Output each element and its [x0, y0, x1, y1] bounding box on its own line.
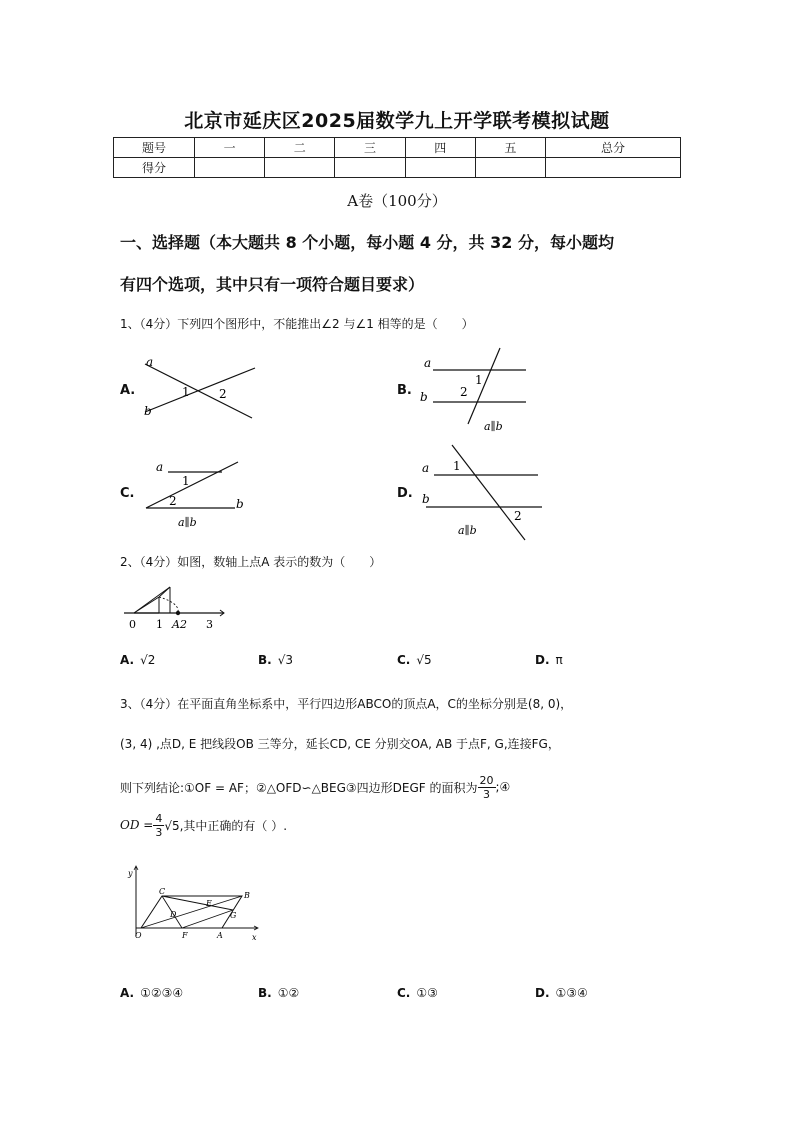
- q2-choice-b[interactable]: [258, 653, 293, 667]
- q1-figure-c: [140, 456, 260, 531]
- q3-fraction-od: [153, 812, 164, 839]
- fraction-denominator: 3: [483, 787, 491, 801]
- q1-figure-b: [418, 346, 553, 436]
- label-b: b: [236, 497, 244, 511]
- axis-label: 0: [129, 618, 136, 631]
- label-1: 1: [182, 385, 190, 399]
- label-x: x: [252, 933, 257, 942]
- choice-letter: C.: [397, 653, 411, 667]
- score-header-cell: 一: [195, 138, 265, 158]
- q3-choice-d[interactable]: [535, 986, 588, 1000]
- choice-letter: C.: [397, 986, 411, 1000]
- label-b: b: [422, 492, 430, 506]
- score-cell[interactable]: [546, 158, 681, 178]
- page-title: 北京市延庆区2025届数学九上开学联考模拟试题: [184, 110, 610, 132]
- fraction-numerator: 4: [155, 811, 163, 825]
- q1-figure-a: [140, 352, 260, 424]
- label-a: a: [424, 356, 432, 370]
- label-b: b: [144, 404, 152, 418]
- score-table-score-row: [114, 158, 681, 178]
- q2-choice-d[interactable]: [535, 653, 563, 667]
- q3-choice-b[interactable]: [258, 986, 299, 1000]
- score-header-cell: 题号: [114, 138, 195, 158]
- label-O: O: [135, 931, 142, 940]
- q2-choice-c[interactable]: [397, 653, 432, 667]
- label-E: E: [206, 899, 212, 908]
- choice-value: ①③④: [555, 986, 588, 1000]
- score-header-cell: 二: [265, 138, 335, 158]
- label-2: 2: [169, 494, 177, 508]
- axis-label: 3: [206, 618, 213, 631]
- q2-number-line-figure: [120, 583, 230, 631]
- q2-stem: 2、（4分）如图，数轴上点A 表示的数为（ ）: [120, 555, 382, 569]
- choice-letter: B.: [258, 986, 272, 1000]
- choice-value: π: [555, 653, 563, 667]
- label-F: F: [182, 931, 188, 940]
- label-D: D: [170, 910, 177, 919]
- choice-value: ①②③④: [140, 986, 184, 1000]
- q3-line1: 3、（4分）在平面直角坐标系中，平行四边形ABCO的顶点A，C的坐标分别是(8, 0)，: [120, 697, 573, 711]
- q1-option-b-label[interactable]: B.: [397, 383, 412, 398]
- axis-label: A2: [172, 618, 187, 631]
- label-C: C: [159, 887, 166, 896]
- part1-heading-line2: 有四个选项，其中只有一项符合题目要求）: [120, 275, 425, 294]
- label-1: 1: [182, 474, 190, 488]
- score-cell[interactable]: [195, 158, 265, 178]
- q1-option-a-label[interactable]: A.: [120, 383, 136, 398]
- label-B: B: [244, 891, 250, 900]
- choice-letter: A.: [120, 653, 135, 667]
- score-table-header-row: [114, 138, 681, 158]
- axis-label: 1: [156, 618, 163, 631]
- q1-figure-d: [418, 442, 553, 542]
- label-2: 2: [514, 509, 522, 523]
- q3-line2: (3, 4) ,点D, E 把线段OB 三等分，延长CD, CE 分别交OA, AB 于点F, G,连接FG，: [120, 737, 560, 751]
- q3-line4-text: OD =: [120, 818, 154, 832]
- label-2: 2: [460, 385, 468, 399]
- q3-parallelogram-figure: [120, 860, 265, 945]
- score-cell[interactable]: [335, 158, 405, 178]
- score-cell[interactable]: [265, 158, 335, 178]
- q3-line4-tail: √5,其中正确的有（ ）.: [164, 818, 288, 833]
- choice-value: √3: [277, 653, 293, 667]
- score-header-cell: 三: [335, 138, 405, 158]
- choice-value: √5: [416, 653, 432, 667]
- q3-line3-tail: ;④: [495, 780, 511, 794]
- part1-heading-line1: 一、选择题（本大题共 8 个小题，每小题 4 分，共 32 分，每小题均: [120, 233, 614, 252]
- choice-letter: B.: [258, 653, 272, 667]
- choice-letter: D.: [535, 986, 550, 1000]
- choice-value: √2: [140, 653, 156, 667]
- label-parallel: a∥b: [484, 420, 503, 433]
- q1-stem: 1、（4分）下列四个图形中，不能推出∠2 与∠1 相等的是（ ）: [120, 317, 474, 331]
- section-title: A卷（100分）: [347, 192, 447, 210]
- choice-value: ①③: [416, 986, 438, 1000]
- label-1: 1: [453, 459, 461, 473]
- label-y: y: [128, 869, 133, 878]
- score-row-label: 得分: [114, 158, 195, 178]
- label-parallel: a∥b: [458, 524, 477, 537]
- q3-choice-c[interactable]: [397, 986, 438, 1000]
- q3-line3-text: 则下列结论:①OF = AF；②△OFD∽△BEG③四边形DEGF 的面积为: [120, 780, 478, 795]
- label-A: A: [217, 931, 223, 940]
- score-cell[interactable]: [475, 158, 545, 178]
- q3-choice-a[interactable]: [120, 986, 183, 1000]
- score-header-cell: 五: [475, 138, 545, 158]
- q1-option-d-label[interactable]: D.: [397, 486, 413, 501]
- label-1: 1: [475, 373, 483, 387]
- score-table: [113, 137, 681, 178]
- score-header-cell: 总分: [546, 138, 681, 158]
- label-2: 2: [219, 387, 227, 401]
- choice-letter: A.: [120, 986, 135, 1000]
- q1-option-c-label[interactable]: C.: [120, 486, 135, 501]
- q3-fraction-area: [478, 774, 496, 801]
- label-a: a: [156, 460, 164, 474]
- choice-letter: D.: [535, 653, 550, 667]
- q3-line3: [120, 772, 510, 802]
- score-cell[interactable]: [405, 158, 475, 178]
- label-G: G: [230, 911, 237, 920]
- q2-choice-a[interactable]: [120, 653, 155, 667]
- fraction-denominator: 3: [155, 825, 163, 839]
- label-a: a: [422, 461, 430, 475]
- label-b: b: [420, 390, 428, 404]
- label-parallel: a∥b: [178, 516, 197, 529]
- score-header-cell: 四: [405, 138, 475, 158]
- fraction-numerator: 20: [479, 773, 494, 787]
- choice-value: ①②: [277, 986, 300, 1000]
- label-a: a: [146, 355, 154, 369]
- q3-line4: [120, 810, 287, 840]
